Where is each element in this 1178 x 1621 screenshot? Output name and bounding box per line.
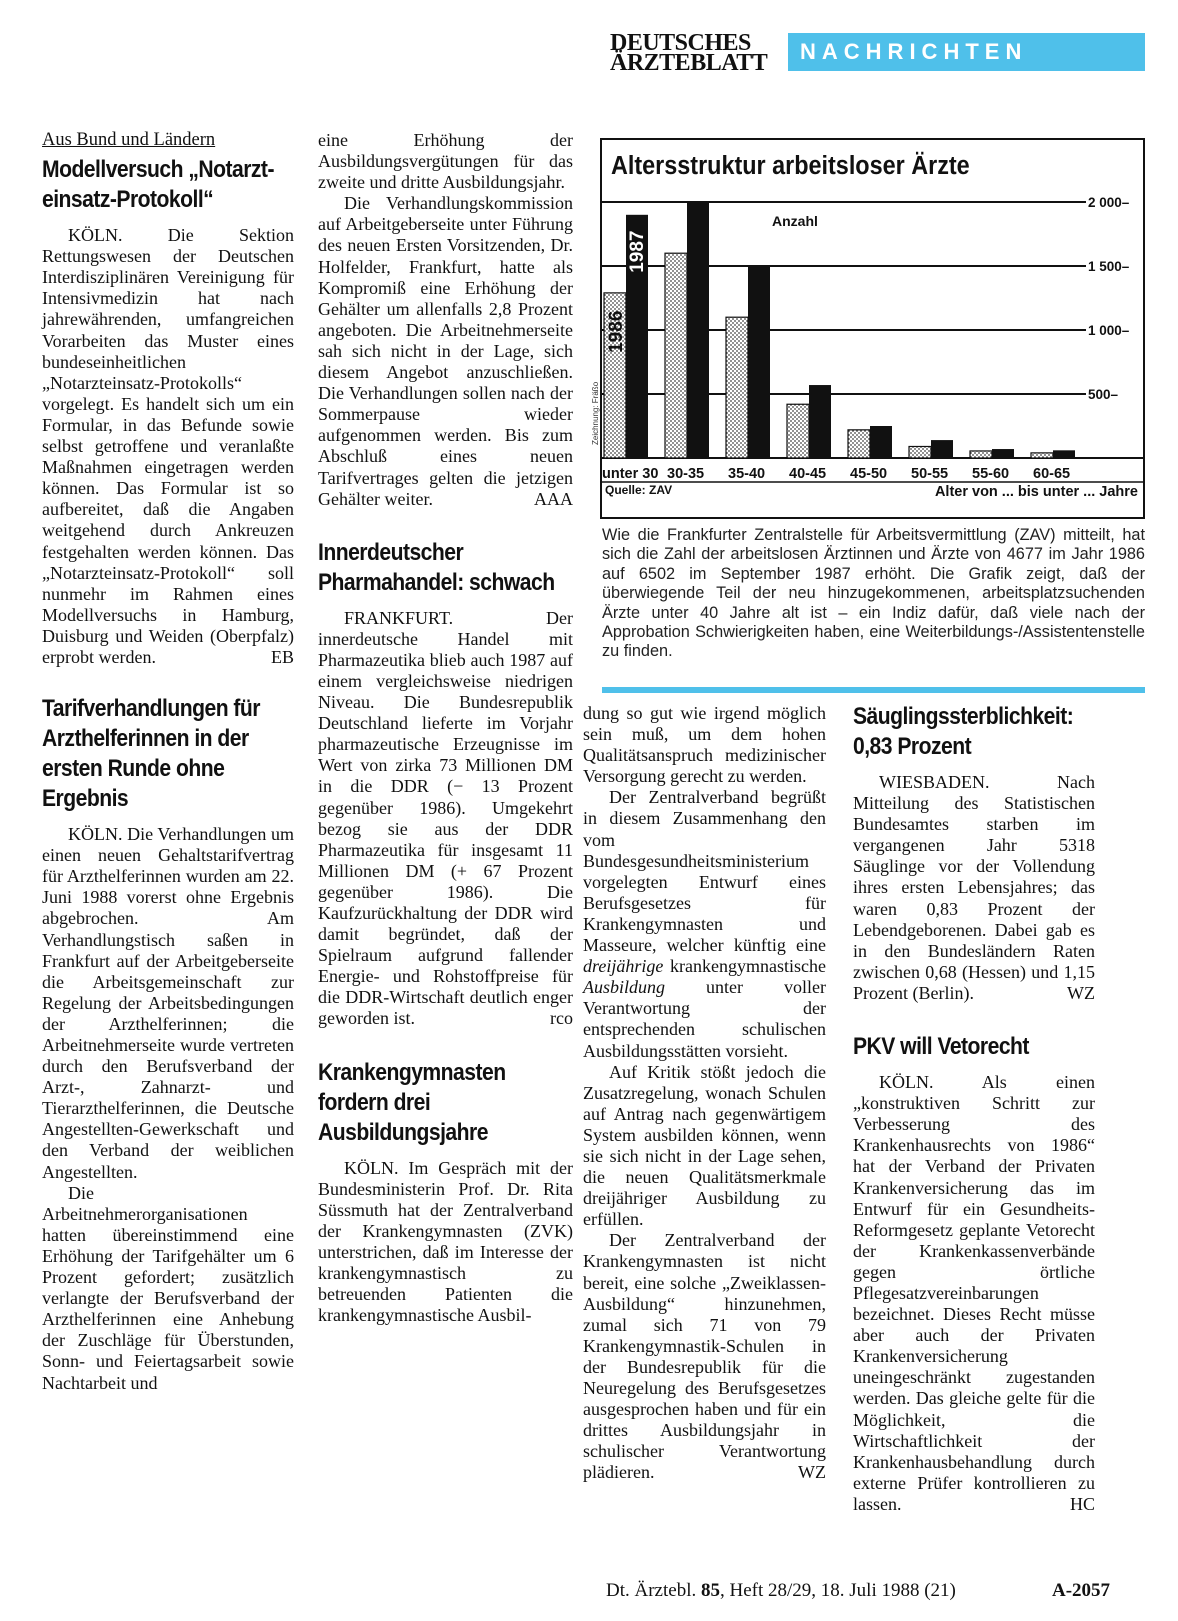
masthead-line-1: DEUTSCHES <box>610 30 751 56</box>
bar-1987 <box>931 440 953 458</box>
x-tick-label: 50-55 <box>911 466 949 482</box>
column-1 <box>42 130 294 1394</box>
signature-hc: HC <box>1069 1493 1095 1514</box>
bar-1986 <box>665 253 687 458</box>
section-kicker: Aus Bund und Ländern <box>42 130 216 150</box>
masthead-line-2: ÄRZTEBLATT <box>610 50 768 76</box>
headline-pkv: PKV will Vetorecht <box>853 1033 1029 1061</box>
footer-citation: Dt. Ärztebl. 85, Heft 28/29, 18. Juli 1988 (21) <box>606 1580 956 1601</box>
chart-svg <box>591 140 1143 517</box>
ressort-banner: NACHRICHTEN <box>788 33 1145 71</box>
bar-1987 <box>809 385 831 458</box>
article-kg-p3: Der Zentralverband begrüßt in diesem Zusammenhang den vom Bundesgesundheitsministerium vorgelegten Entwurf eines Berufsgesetzes für Krankengymnasten und Masseure, welcher künftig eine dreijährige krankengymnastische Ausbildung unter voller Verantwortung der entsprechenden schulischen Ausbildungsstätten vorsieht. <box>583 787 826 1061</box>
bar-1987 <box>687 202 709 458</box>
x-tick-label: 55-60 <box>972 466 1010 482</box>
y-tick-label: 1 500– <box>1088 259 1130 274</box>
bar-1987 <box>870 426 892 458</box>
bar-1986 <box>970 451 992 458</box>
legend-1986: 1986 <box>606 310 627 353</box>
article-kg-p5: Der Zentralverband der Krankengymnasten ist nicht bereit, eine solche „Zweiklassen-Ausbildung“ hinzunehmen, zumal sich 71 von 79 Krankengymnastik-Schulen in der Bundesrepublik für die Neuregelung des Berufsgesetzes ausgesprochen haben und für ein drittes Ausbildungsjahr in schulischer Verantwortung plädieren. WZ <box>583 1230 826 1483</box>
article-kg-p4: Auf Kritik stößt jedoch die Zusatzregelung, wonach Schulen auf Antrag nach gegenwärtigem System ausbilden können, wenn sie sich nicht in der Lage sehen, die neuen Qualitätsmerkmale dreijähriger Ausbildung zu erfüllen. <box>583 1061 826 1230</box>
bar-1986 <box>848 430 870 458</box>
bar-1987 <box>1053 450 1075 458</box>
article-saeuglinge-body: WIESBADEN. Nach Mitteilung des Statistischen Bundesamtes starben im vergangenen Jahr 5318 Säuglinge vor der Vollendung ihres ersten Lebensjahres; das waren 0,83 Prozent der Lebendgeborenen. Dabei gab es in den Bundesländern Raten zwischen 0,68 (Hessen) und 1,15 Prozent (Berlin). WZ <box>853 772 1095 1003</box>
headline-pharma: Innerdeutscher Pharmahandel: schwach <box>318 538 555 596</box>
x-tick-label: 45-50 <box>850 466 888 482</box>
article-pharma-body: FRANKFURT. Der innerdeutsche Handel mit Pharmazeutika blieb auch 1987 auf einem vergleichsweise niedrigen Niveau. Die Bundesrepublik Deutschland lieferte im Vorjahr pharmazeutische Erzeugnisse im Wert von zirka 73 Millionen DM in die DDR (− 13 Prozent gegenüber 1986). Umgekehrt bezog sie aus der DDR Pharmazeutika für insgesamt 11 Millionen DM (+ 67 Prozent gegenüber 1986). Die Kaufzurückhaltung der DDR wird damit begründet, daß der Spielraum aufgrund fallender Energie- und Rohstoffpreise für die DDR-Wirtschaft deutlich enger geworden ist. rco <box>318 607 573 1029</box>
bar-1987 <box>748 266 770 458</box>
column-2 <box>318 130 573 1326</box>
signature-rco: rco <box>550 1008 573 1029</box>
chart-source: Quelle: ZAV <box>605 483 673 497</box>
y-tick-label: 2 000– <box>1088 195 1130 210</box>
headline-tarif: Tarifverhandlungen für Arzthelferinnen in der ersten Runde ohne Ergebnis <box>42 695 260 813</box>
article-tarif-p1: KÖLN. Die Verhandlungen um einen neuen Gehaltstarifvertrag für Arzthelferinnen wurden am 22. Juni 1988 vorerst ohne Ergebnis abgebrochen. Am Verhandlungstisch saßen in Frankfurt auf der Arbeitgeberseite die Arbeitsgemeinschaft zur Regelung der Arbeitsbedingungen der Arzthelferinnen; die Arbeitnehmerseite wurde vertreten durch den Berufsverband der Arzt-, Zahnarzt- und Tierarzthelferinnen, die Deutsche Angestellten-Gewerkschaft und den Verband der weiblichen Angestellten. <box>42 824 294 1182</box>
x-tick-label: 35-40 <box>728 466 766 482</box>
headline-saeuglinge: Säuglingssterblichkeit: 0,83 Prozent <box>853 703 1074 760</box>
chart-frame <box>591 138 1145 519</box>
page-number: A-2057 <box>1052 1580 1111 1601</box>
article-notarzt-body: KÖLN. Die Sektion Rettungswesen der Deutschen Interdisziplinären Vereinigung für Intensivmedizin hat nach jahrewährenden, umfangreichen Vorarbeiten das Muster eines bundeseinheitlichen „Notarzteinsatz-Protokolls“ vorgelegt. Es handelt sich um ein Formular, in das Befunde sowie selbst getroffene und veranlaßte Maßnahmen eingetragen werden können. Das Formular ist so aufbereitet, daß die Angaben weitgehend durch Ankreuzen festgehalten werden können. Das „Notarzteinsatz-Protokoll“ soll nunmehr im Rahmen eines Modellversuchs in Hamburg, Duisburg und Weiden (Oberpfalz) erprobt werden. EB <box>42 225 294 667</box>
column-3 <box>583 703 826 1483</box>
x-tick-label: 60-65 <box>1033 466 1071 482</box>
chart-credit: Zeichnung: Fräßo <box>591 381 600 445</box>
x-tick-label: 30-35 <box>667 466 705 482</box>
y-tick-label: 1 000– <box>1088 323 1130 338</box>
headline-notarzt: Modellversuch „Notarzt-einsatz-Protokoll“ <box>42 156 274 214</box>
article-pkv-body: KÖLN. Als einen „konstruktiven Schritt zur Verbesserung des Krankenhausrechts von 1986“ hat der Verband der Privaten Krankenversicherung das im Entwurf für ein Gesundheits-Reformgesetz geplante Vetorecht der Krankenkassenverbände gegen örtliche Pflegesatzvereinbarungen bezeichnet. Dieses Recht müsse aber auch der Privaten Krankenversicherung uneingeschränkt zugestanden werden. Das gleiche gelte für die Möglichkeit, die Wirtschaftlichkeit der Krankenhausbehandlung durch externe Prüfer kontrollieren zu lassen. HC <box>853 1072 1095 1514</box>
article-tarif-p2: Die Arbeitnehmerorganisationen hatten übereinstimmend eine Erhöhung der Tarifgehälter um 6 Prozent gefordert; zusätzlich verlangte der Berufsverband der Arzthelferinnen eine Anhebung der Zuschläge für Überstunden, Sonn- und Feiertagsarbeit sowie Nachtarbeit und <box>42 1182 294 1393</box>
bar-1986 <box>726 317 748 458</box>
headline-krankengymnasten: Krankengymnasten fordern drei Ausbildungsjahre <box>318 1058 506 1146</box>
legend-1987: 1987 <box>627 230 648 273</box>
article-tarif-p3: eine Erhöhung der Ausbildungsvergütungen für das zweite und dritte Ausbildungsjahr. <box>318 130 573 193</box>
x-tick-label: unter 30 <box>602 466 659 482</box>
y-axis-label: Anzahl <box>772 213 818 229</box>
bar-1986 <box>787 404 809 458</box>
masthead-logo <box>610 30 768 76</box>
chart-title: Altersstruktur arbeitsloser Ärzte <box>611 151 970 181</box>
article-kg-p1: KÖLN. Im Gespräch mit der Bundesministerin Prof. Dr. Rita Süssmuth hat der Zentralverband der Krankengymnasten (ZVK) unterstrichen, daß im Interesse der krankengymnastisch zu betreuenden Patienten die krankengymnastische Ausbil- <box>318 1157 573 1326</box>
signature-wz-1: WZ <box>798 1462 826 1483</box>
x-axis-label: Alter von ... bis unter ... Jahre <box>934 484 1138 500</box>
chart-caption: Wie die Frankfurter Zentralstelle für Arbeitsvermittlung (ZAV) mitteilt, hat sich die Zahl der arbeitslosen Ärztinnen und Ärzte von 4677 im Jahr 1986 auf 6502 im September 1987 erhöht. Die Grafik zeigt, daß der überwiegende Teil der neu hinzugekommenen, arbeitsplatzsuchenden Ärzte unter 40 Jahre alt ist – ein Indiz dafür, daß viele nach der Approbation Schwierigkeiten haben, eine Weiterbildungs-/Assistentenstelle zu finden. <box>602 526 1145 661</box>
signature-wz-2: WZ <box>1067 982 1095 1003</box>
bar-1986 <box>1031 453 1053 458</box>
bar-1986 <box>909 446 931 458</box>
article-tarif-p4: Die Verhandlungskommission auf Arbeitgeberseite unter Führung des neuen Ersten Vorsitzenden, Dr. Holfelder, Frankfurt, hatte als Kompromiß eine Erhöhung der Gehälter um allenfalls 2,8 Prozent angeboten. Die Arbeitnehmerseite sah sich nicht in der Lage, sich diesem Angebot anzuschließen. Die Verhandlungen sollen nach der Sommerpause wieder aufgenommen werden. Bis zum Abschluß eines neuen Tarifvertrages gelten die jetzigen Gehälter weiter. AAA <box>318 193 573 509</box>
signature-aaa: AAA <box>534 488 573 509</box>
x-tick-label: 40-45 <box>789 466 827 482</box>
bar-1987 <box>992 449 1014 458</box>
signature-eb: EB <box>270 646 294 667</box>
column-4 <box>853 700 1095 1515</box>
y-tick-label: 500– <box>1088 387 1119 402</box>
article-kg-p2: dung so gut wie irgend möglich sein muß, um dem hohen Qualitätsanspruch medizinischer Versorgung gerecht zu werden. <box>583 703 826 787</box>
blue-divider <box>602 687 1145 693</box>
